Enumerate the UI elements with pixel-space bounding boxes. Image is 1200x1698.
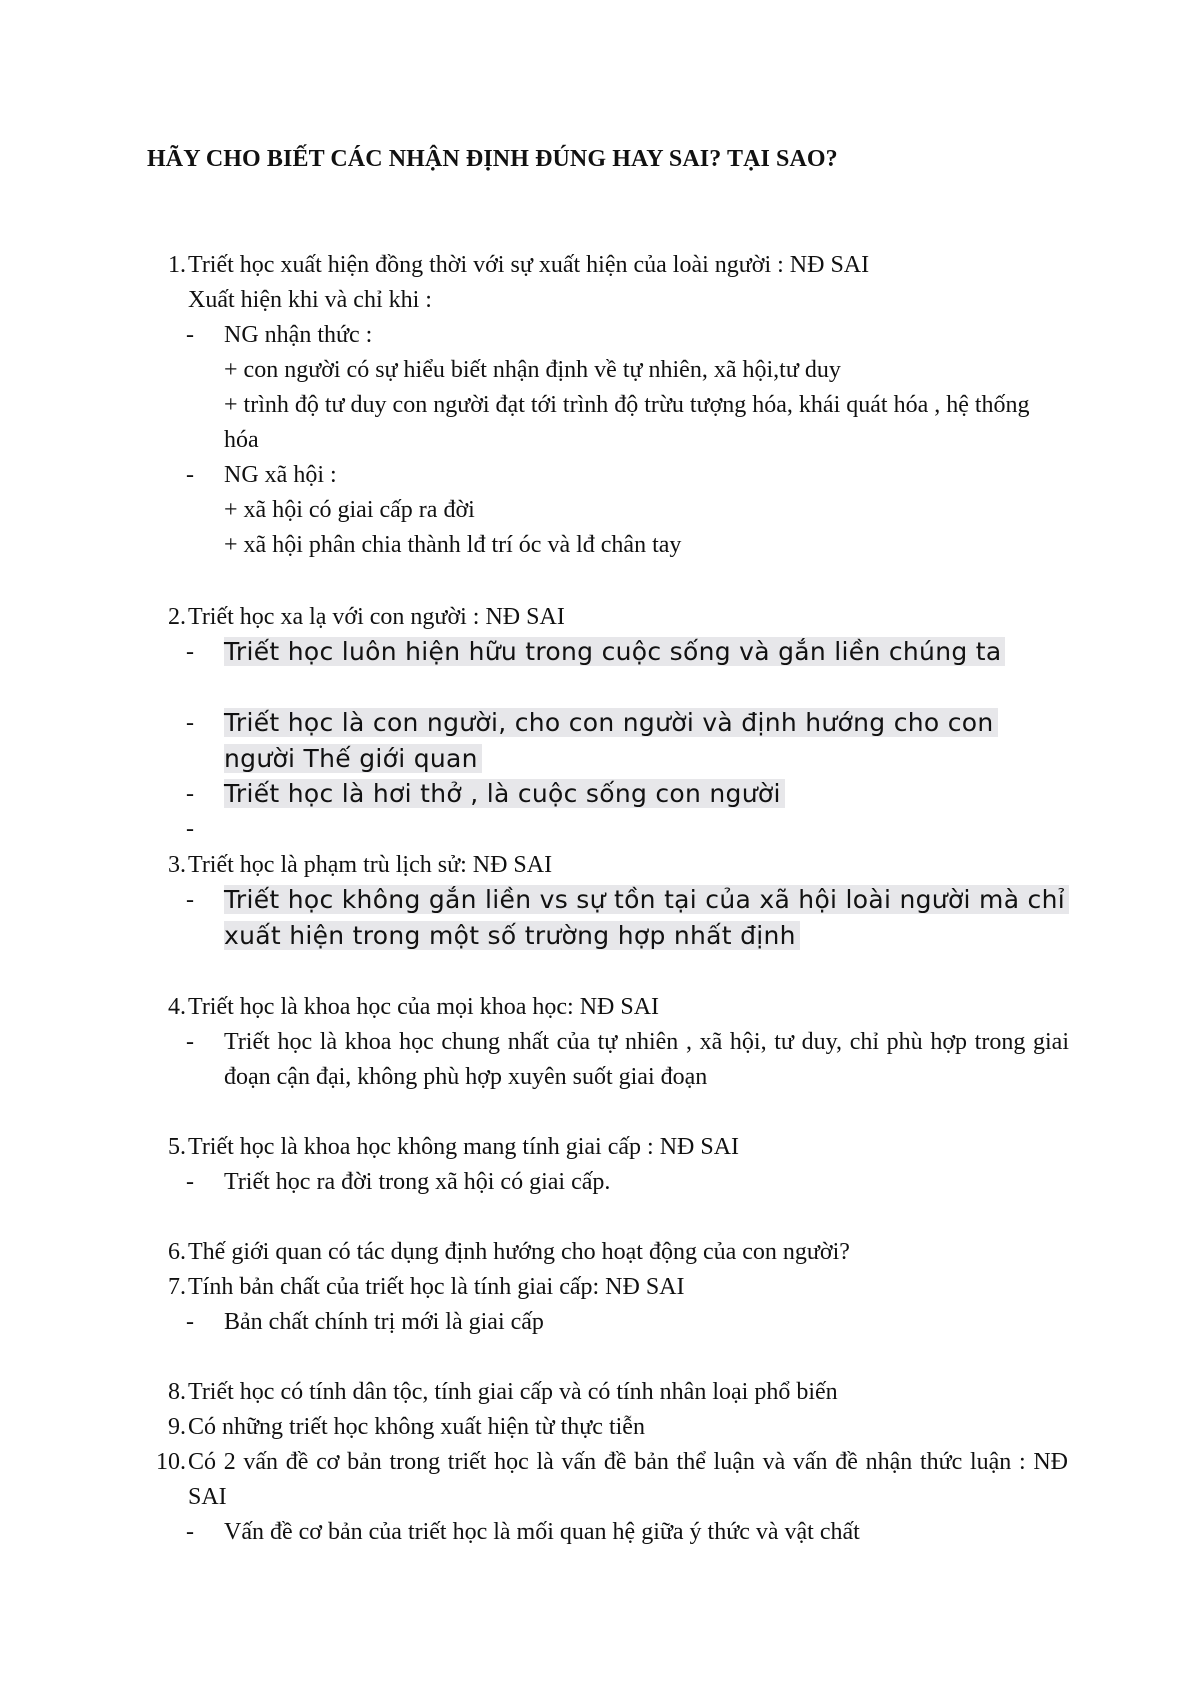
bullet-dash: -	[186, 639, 194, 665]
bullet-text: Bản chất chính trị mới là giai cấp	[224, 1309, 544, 1335]
bullet-text: NG xã hội :	[224, 462, 337, 488]
question-number: 7.	[168, 1274, 186, 1300]
highlighted-text: Triết học là con người, cho con người và định hướng cho con người Thế giới quan	[224, 708, 998, 773]
sub-point: + xã hội có giai cấp ra đời	[224, 497, 475, 523]
highlighted-text: Triết học là hơi thở , là cuộc sống con người	[224, 779, 785, 808]
question-number: 8.	[168, 1379, 186, 1405]
question-number: 4.	[168, 994, 186, 1020]
page-title: HÃY CHO BIẾT CÁC NHẬN ĐỊNH ĐÚNG HAY SAI? TẠI SAO?	[147, 146, 838, 172]
highlighted-bullet	[224, 882, 1069, 954]
highlighted-bullet	[224, 776, 1069, 812]
bullet-dash: -	[186, 1519, 194, 1545]
question-number: 5.	[168, 1134, 186, 1160]
question-text: Triết học là phạm trù lịch sử: NĐ SAI	[188, 852, 553, 878]
question-text: Triết học là khoa học của mọi khoa học: NĐ SAI	[188, 994, 660, 1020]
sub-point: + con người có sự hiểu biết nhận định về tự nhiên, xã hội,tư duy	[224, 357, 841, 383]
question-text: Triết học là khoa học không mang tính giai cấp : NĐ SAI	[188, 1134, 740, 1160]
highlighted-bullet	[224, 705, 1069, 777]
highlighted-text: Triết học luôn hiện hữu trong cuộc sống và gắn liền chúng ta	[224, 637, 1005, 666]
question-number: 3.	[168, 852, 186, 878]
question-number: 6.	[168, 1239, 186, 1265]
question-text: Tính bản chất của triết học là tính giai cấp: NĐ SAI	[188, 1274, 685, 1300]
bullet-dash: -	[186, 887, 194, 913]
bullet-dash: -	[186, 462, 194, 488]
bullet-text: Vấn đề cơ bản của triết học là mối quan hệ giữa ý thức và vật chất	[224, 1519, 860, 1545]
bullet-text: Triết học ra đời trong xã hội có giai cấp.	[224, 1169, 611, 1195]
question-text: Triết học xa lạ với con người : NĐ SAI	[188, 604, 565, 630]
question-number: 9.	[168, 1414, 186, 1440]
bullet-dash: -	[186, 1169, 194, 1195]
question-text: Triết học xuất hiện đồng thời với sự xuất hiện của loài người : NĐ SAI	[188, 252, 870, 278]
bullet-dash: -	[186, 816, 194, 842]
sub-point: + xã hội phân chia thành lđ trí óc và lđ chân tay	[224, 532, 682, 558]
question-text: Có 2 vấn đề cơ bản trong triết học là vấn đề bản thể luận và vấn đề nhận thức luận : NĐ SAI	[188, 1449, 1068, 1510]
question-text: Triết học có tính dân tộc, tính giai cấp và có tính nhân loại phổ biến	[188, 1379, 838, 1405]
question-number: 10.	[156, 1449, 186, 1475]
bullet-dash: -	[186, 710, 194, 736]
question-text: Có những triết học không xuất hiện từ thực tiễn	[188, 1414, 645, 1440]
bullet-dash: -	[186, 781, 194, 807]
answer-line: Xuất hiện khi và chỉ khi :	[188, 287, 432, 313]
question-number: 1.	[168, 252, 186, 278]
sub-point: + trình độ tư duy con người đạt tới trình độ trừu tượng hóa, khái quát hóa , hệ thống hóa	[224, 392, 1030, 453]
bullet-text: Triết học là khoa học chung nhất của tự nhiên , xã hội, tư duy, chỉ phù hợp trong giai đoạn cận đại, không phù hợp xuyên suốt giai đoạn	[224, 1029, 1069, 1090]
bullet-dash: -	[186, 1309, 194, 1335]
highlighted-text: Triết học không gắn liền vs sự tồn tại của xã hội loài người mà chỉ xuất hiện trong một số trường hợp nhất định	[224, 885, 1069, 950]
highlighted-bullet	[224, 634, 1069, 670]
question-number: 2.	[168, 604, 186, 630]
bullet-text: NG nhận thức :	[224, 322, 373, 348]
bullet-dash: -	[186, 1029, 194, 1055]
question-text: Thế giới quan có tác dụng định hướng cho hoạt động của con người?	[188, 1239, 850, 1265]
bullet-dash: -	[186, 322, 194, 348]
